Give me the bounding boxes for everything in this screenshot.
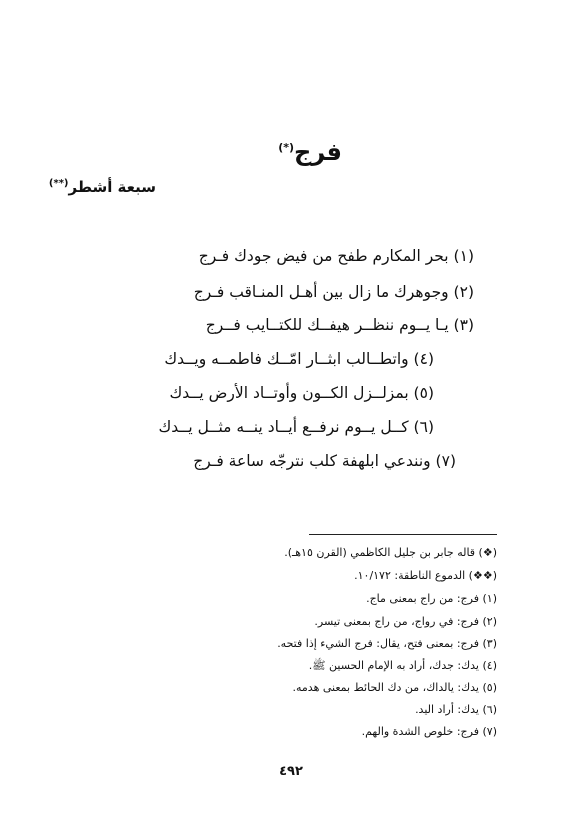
footnote-item: (٦) يدك: أراد اليد.: [415, 703, 497, 716]
footnote-separator: [309, 534, 497, 535]
footnote-item: (٣) فرج: بمعنى فتح، يقال: فرج الشيء إذا فتحه.: [277, 637, 497, 650]
poem-title: [278, 138, 342, 166]
poem-title-text: فرج: [294, 138, 342, 166]
footnote-item: (❖❖) الدموع الناطقة: ١٠/١٧٢.: [354, 569, 497, 582]
verse-line: (٥) بمزلــزل الكــون وأوتــاد الأرض يــدك: [169, 384, 434, 402]
footnote-item: (٢) فرج: في رواج، من راج بمعنى تيسر.: [314, 615, 497, 628]
verse-line: (٢) وجوهرك ما زال بين أهـل المنـاقب فـرج: [193, 283, 474, 301]
verse-line: (٤) واتطــالب ابثــار امّــك فاطمــه ويــدك: [164, 350, 434, 368]
poem-subtitle-text: سبعة أشطر: [68, 178, 156, 196]
poem-subtitle: [49, 178, 156, 196]
footnote-item: (❖) قاله جابر بن جليل الكاظمي (القرن ١٥هـ).: [284, 546, 497, 559]
verse-line: (١) بحر المكارم طفح من فيض جودك فـرج: [198, 247, 474, 265]
title-footnote-marker: (*): [278, 141, 295, 154]
footnote-item: (٧) فرج: خلوص الشدة والهم.: [361, 725, 497, 738]
verse-line: (٦) كــل يــوم نرفــع أيــاد ينــه مثــل يــدك: [158, 418, 434, 436]
footnote-item: (١) فرج: من راج بمعنى ماج.: [366, 592, 497, 605]
verse-line: (٣) يـا يــوم ننظــر هيفــك للكتــايب فــرج: [205, 316, 474, 334]
verse-line: (٧) ونندعي ابلهفة كلب نترجّه ساعة فـرج: [193, 452, 456, 470]
footnote-item: (٤) يدك: جدك، أراد به الإمام الحسين ﷺ.: [308, 659, 497, 672]
subtitle-footnote-marker: (**): [48, 178, 69, 189]
footnote-item: (٥) يدك: يالداك، من دك الحائط بمعنى هدمه.: [292, 681, 497, 694]
page-number: ٤٩٢: [279, 764, 303, 779]
